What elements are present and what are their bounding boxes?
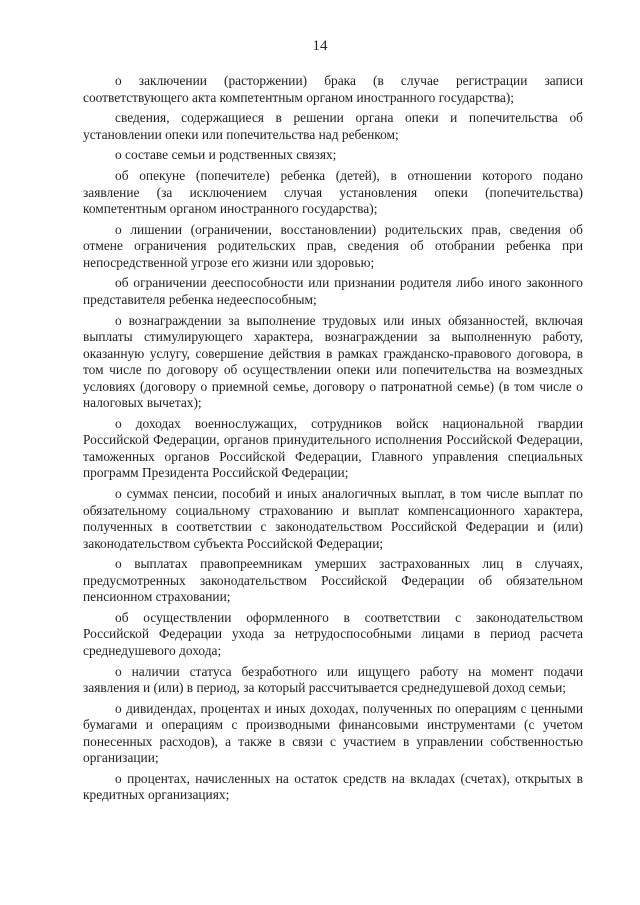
paragraph: о выплатах правопреемникам умерших застрахованных лиц в случаях, предусмотренных законодательством Российской Федерации об обязательном пенсионном страховании; bbox=[83, 556, 583, 605]
paragraph: о лишении (ограничении, восстановлении) родительских прав, сведения об отмене ограничения родительских прав, сведения об отобрании ребенка при непосредственной угрозе его жизни или здоровью; bbox=[83, 221, 583, 270]
paragraph: о составе семьи и родственных связях; bbox=[115, 147, 337, 163]
body-text bbox=[83, 73, 583, 808]
paragraph: о доходах военнослужащих, сотрудников войск национальной гвардии Российской Федерации, органов принудительного исполнения Российской Федерации, таможенных органов Российской Федерации, Главного управления специальных программ Президента Российской Федерации; bbox=[83, 415, 583, 481]
paragraph: о суммах пенсии, пособий и иных аналогичных выплат, в том числе выплат по обязательному социальному страхованию и выплат компенсационного характера, полученных в соответствии с законодательством Российской Федерации и (или) законодательством субъекта Российской Федерации; bbox=[83, 486, 583, 551]
paragraph: об ограничении дееспособности или признании родителя либо иного законного представителя ребенка недееспособным; bbox=[83, 275, 583, 307]
paragraph: о процентах, начисленных на остаток средств на вкладах (счетах), открытых в кредитных организациях; bbox=[83, 770, 583, 803]
page-number: 14 bbox=[312, 38, 328, 54]
paragraph: о вознаграждении за выполнение трудовых или иных обязанностей, включая выплаты стимулирующего характера, вознаграждении за выполненную работу, оказанную услугу, совершение действия в рамках гражданско-правового договора, в том числе по договору об осуществлении опеки или попечительства на возмездных условиях (договору о приемной семье, договору о патронатной семье) (в том числе о налоговых вычетах); bbox=[83, 312, 583, 411]
paragraph: о заключении (расторжении) брака (в случае регистрации записи соответствующего акта компетентным органом иностранного государства); bbox=[83, 73, 583, 105]
paragraph: сведения, содержащиеся в решении органа опеки и попечительства об установлении опеки или попечительства над ребенком; bbox=[83, 110, 583, 142]
paragraph: об опекуне (попечителе) ребенка (детей), в отношении которого подано заявление (за исключением случая установления опеки (попечительства) компетентным органом иностранного государства); bbox=[83, 168, 583, 217]
paragraph: об осуществлении оформленного в соответствии с законодательством Российской Федерации ухода за нетрудоспособными лицами в период расчета среднедушевого дохода; bbox=[83, 609, 583, 658]
paragraph: о наличии статуса безработного или ищущего работу на момент подачи заявления и (или) в период, за который рассчитывается среднедушевой доход семьи; bbox=[83, 663, 583, 696]
paragraph: о дивидендах, процентах и иных доходах, полученных по операциям с ценными бумагами и операциям с производными финансовыми инструментами (с учетом понесенных расходов), а также в связи с участием в управлении собственностью организации; bbox=[83, 700, 583, 766]
